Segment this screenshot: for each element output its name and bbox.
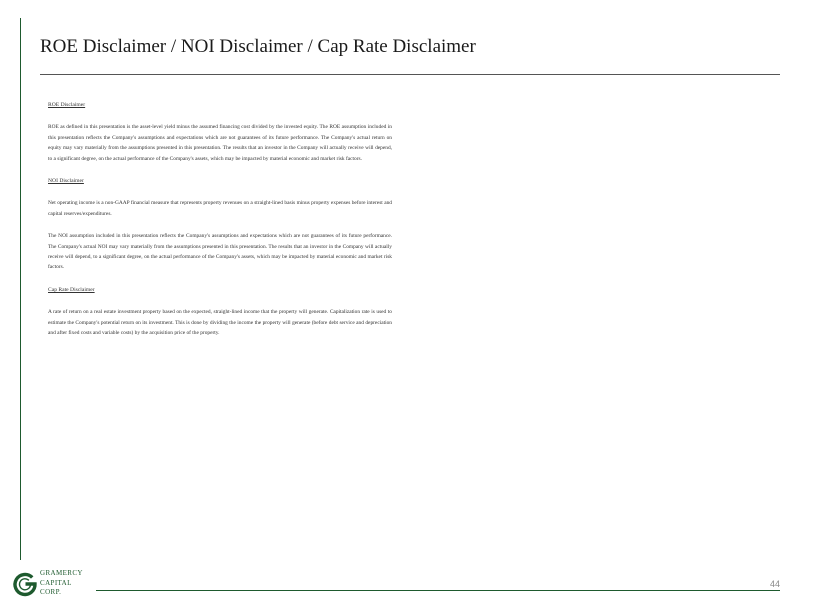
logo-line-2: CAPITAL bbox=[40, 578, 72, 587]
cap-rate-disclaimer-section bbox=[48, 285, 392, 339]
logo-wordmark bbox=[40, 569, 83, 598]
footer-divider bbox=[96, 590, 780, 591]
roe-disclaimer-paragraph: ROE as defined in this presentation is the asset-level yield minus the assumed financing cost divided by the invested equity. The ROE assumption included in this presentation reflects the Company's assumptions and expectations which are not guarantees of its future performance. The Company's actual return on equity may vary materially from the assumptions presented in this presentation. The results that an investor in the Company will actually receive will depend, to a significant degree, on the actual performance of the Company's assets, which may be impacted by material economic and market risk factors. bbox=[48, 124, 392, 162]
cap-rate-disclaimer-heading: Cap Rate Disclaimer bbox=[48, 286, 95, 293]
disclaimer-content bbox=[48, 100, 392, 351]
title-divider bbox=[40, 74, 780, 75]
logo-line-1: GRAMERCY bbox=[40, 569, 83, 577]
noi-definition-paragraph: Net operating income is a non-GAAP financial measure that represents property revenues on a straight-lined basis minus property expenses before interest and capital reserves/expenditures. bbox=[48, 200, 392, 217]
page-title: ROE Disclaimer / NOI Disclaimer / Cap Rate Disclaimer bbox=[40, 36, 476, 57]
roe-disclaimer-section bbox=[48, 100, 392, 164]
noi-disclaimer-heading: NOI Disclaimer bbox=[48, 178, 84, 185]
logo-line-3: CORP. bbox=[40, 588, 62, 596]
gramercy-g-monogram-icon bbox=[10, 569, 40, 599]
company-logo bbox=[10, 567, 96, 601]
roe-disclaimer-heading: ROE Disclaimer bbox=[48, 102, 86, 108]
page-number: 44 bbox=[769, 579, 780, 589]
left-vertical-rule bbox=[20, 18, 21, 560]
cap-rate-paragraph: A rate of return on a real estate investment property based on the expected, straight-lined income that the property will generate. Capitalization rate is used to estimate the Company's potential return on its investment. This is done by dividing the income the property will generate (before debt service and depreciation and after fixed costs and variable costs) by the acquisition price of the property. bbox=[48, 309, 392, 337]
noi-disclaimer-section bbox=[48, 176, 392, 273]
noi-assumption-paragraph: The NOI assumption included in this presentation reflects the Company's assumptions and expectations which are not guarantees of its future performance. The Company's actual NOI may vary materially from the assumptions presented in this presentation. The results that an investor in the Company will actually receive will depend, to a significant degree, on the actual performance of the Company's assets, which may be impacted by material economic and market risk factors. bbox=[48, 233, 392, 271]
